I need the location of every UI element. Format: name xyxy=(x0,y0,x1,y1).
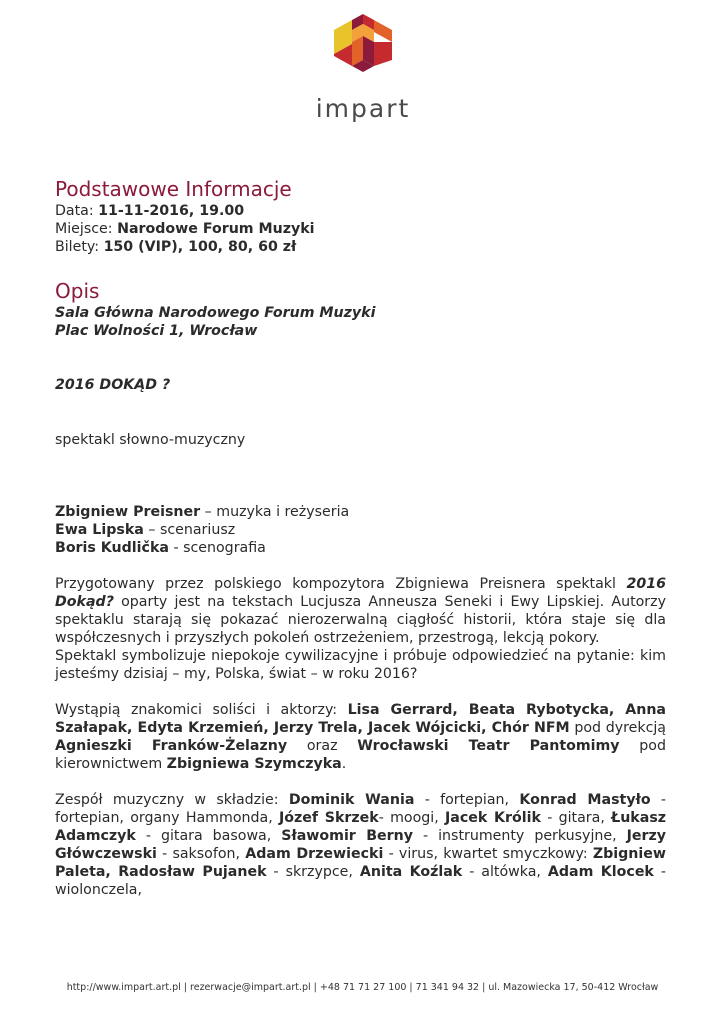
tickets-line xyxy=(55,238,666,256)
paragraph-3: Wystąpią znakomici soliści i aktorzy: Lisa Gerrard, Beata Rybotycka, Anna Szałapak, Edyta Krzemień, Jerzy Trela, Jacek Wójcicki, Chór NFM pod dyrekcją Agnieszki Franków-Żelazny oraz Wrocławski Teatr Pantomimy pod kierownictwem Zbigniewa Szymczyka. xyxy=(55,702,667,772)
credit-line: Zbigniew Preisner – muzyka i reżyseria xyxy=(55,504,350,520)
logo-wordmark: impart xyxy=(315,94,411,123)
tickets-label: Bilety: xyxy=(55,239,104,255)
venue-line-2: Plac Wolności 1, Wrocław xyxy=(55,323,258,339)
paragraph-1: Przygotowany przez polskiego kompozytora Zbigniewa Preisnera spektakl 2016 Dokąd? oparty jest na tekstach Lucjusza Anneusza Seneki i Ewy Lipskiej. Autorzy spektaklu starają się pokazać nierozerwalną ciągłość historii, która staje się dla współczesnych i przyszłych pokoleń ostrzeżeniem, przestrogą, lekcją pokory. xyxy=(55,576,666,646)
credit-line: Ewa Lipska – scenariusz xyxy=(55,522,236,538)
footer-contact: http://www.impart.art.pl | rezerwacje@impart.art.pl | +48 71 71 27 100 | 71 341 94 32 | ul. Mazowiecka 17, 50-412 Wrocław xyxy=(66,982,659,993)
date-line xyxy=(55,202,666,220)
impart-logo xyxy=(308,14,418,123)
credit-line: Boris Kudlička - scenografia xyxy=(55,540,266,556)
paragraph-4: Zespół muzyczny w składzie: Dominik Wania - fortepian, Konrad Mastyło - fortepian, organy Hammonda, Józef Skrzek- moogi, Jacek Królik - gitara, Łukasz Adamczyk - gitara basowa, Sławomir Berny - instrumenty perkusyjne, Jerzy Główczewski - saksofon, Adam Drzewiecki - virus, kwartet smyczkowy: Zbigniew Paleta, Radosław Pujanek - skrzypce, Anita Koźlak - altówka, Adam Klocek - wiolonczela, xyxy=(55,792,667,898)
opis-heading: Opis xyxy=(55,279,100,303)
info-heading: Podstawowe Informacje xyxy=(55,177,292,201)
page-footer xyxy=(0,982,725,993)
place-value: Narodowe Forum Muzyki xyxy=(117,221,315,237)
venue-line-1: Sala Główna Narodowego Forum Muzyki xyxy=(55,305,376,321)
date-label: Data: xyxy=(55,203,99,219)
show-subtitle: spektakl słowno-muzyczny xyxy=(55,432,246,448)
paragraph-2: Spektakl symbolizuje niepokoje cywilizacyjne i próbuje odpowiedzieć na pytanie: kim jesteśmy dzisiaj – my, Polska, świat – w roku 2016? xyxy=(55,648,666,682)
place-line xyxy=(55,220,666,238)
show-title: 2016 DOKĄD ? xyxy=(55,377,171,393)
place-label: Miejsce: xyxy=(55,221,118,237)
tickets-value: 150 (VIP), 100, 80, 60 zł xyxy=(103,239,297,255)
date-value: 11-11-2016, 19.00 xyxy=(98,203,245,219)
impart-logo-icon xyxy=(334,14,392,76)
document-body xyxy=(55,176,666,899)
